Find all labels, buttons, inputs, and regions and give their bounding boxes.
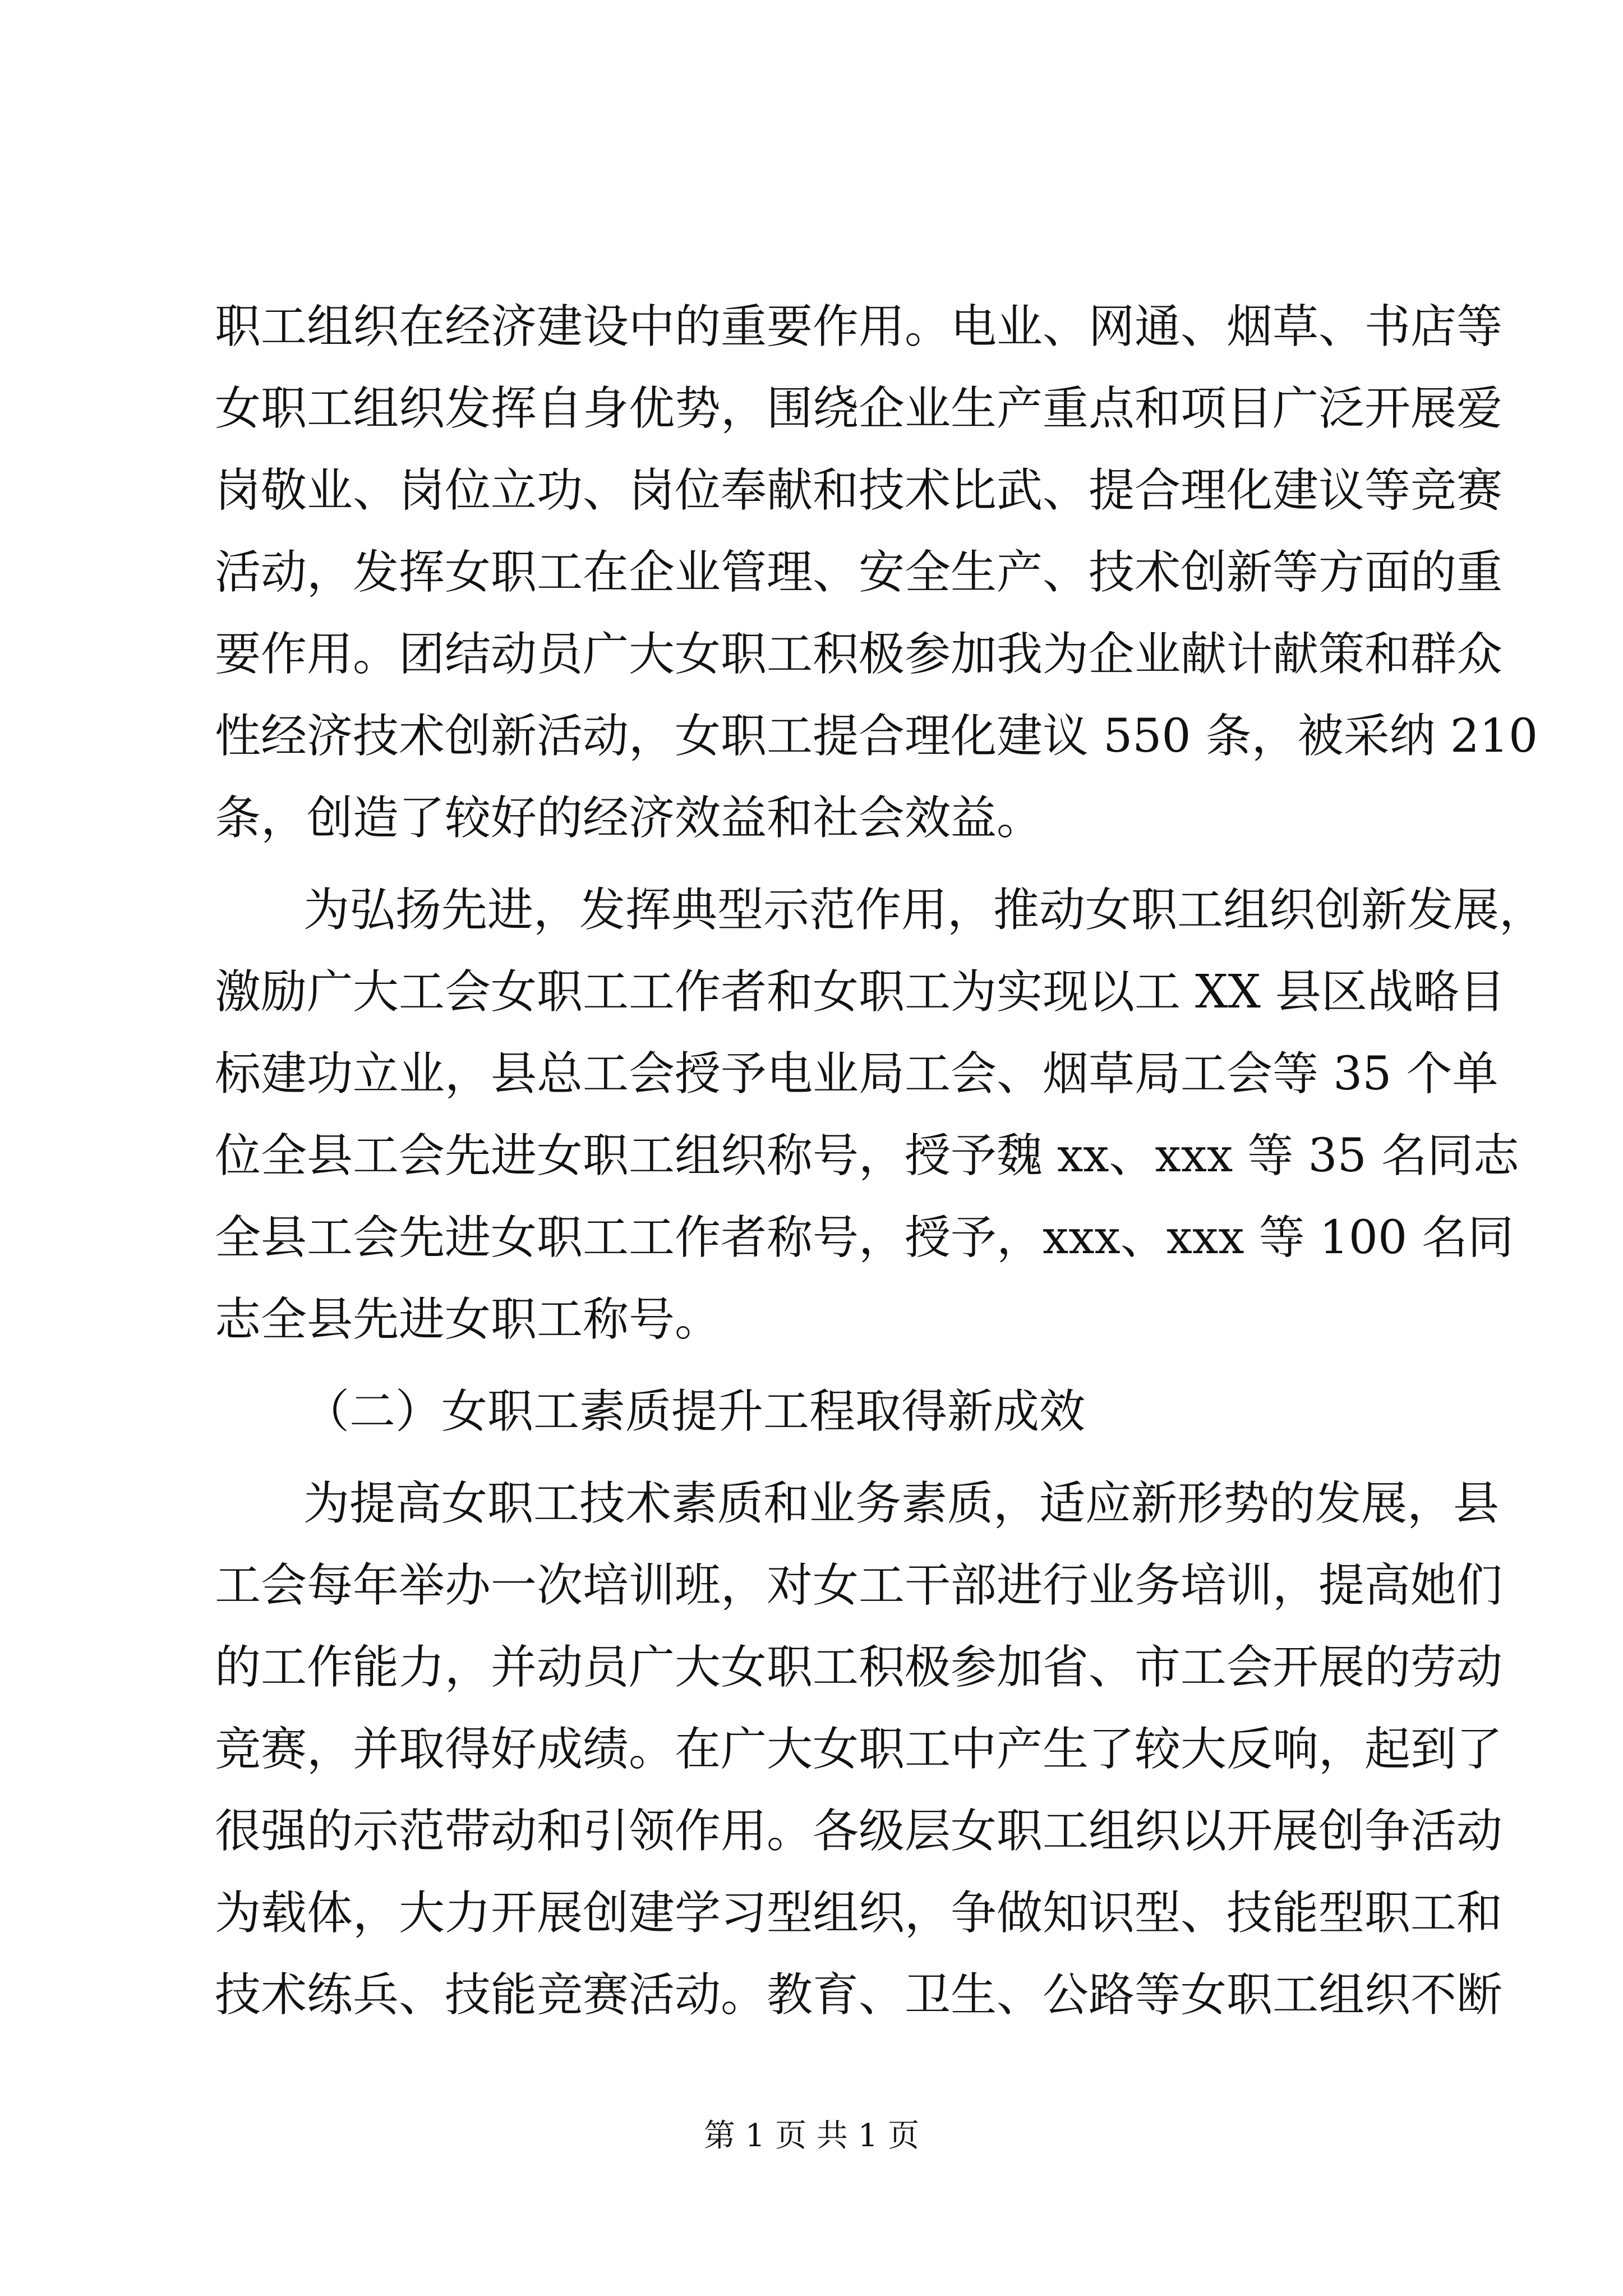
text-line: 为弘扬先进，发挥典型示范作用，推动女职工组织创新发展， [303, 884, 1546, 937]
text-line: 工会每年举办一次培训班，对女工干部进行业务培训，提高她们 [215, 1559, 1503, 1612]
text-line: 为提高女职工技术素质和业务素质，适应新形势的发展，县 [303, 1477, 1500, 1530]
text-line: 职工组织在经济建设中的重要作用。电业、网通、烟草、书店等 [215, 300, 1503, 353]
text-line: 活动，发挥女职工在企业管理、安全生产、技术创新等方面的重 [215, 546, 1503, 599]
text-line: 激励广大工会女职工工作者和女职工为实现以工 XX 县区战略目 [215, 965, 1505, 1019]
text-line: 女职工组织发挥自身优势，围绕企业生产重点和项目广泛开展爱 [215, 382, 1503, 435]
text-line: 标建功立业，县总工会授予电业局工会、烟草局工会等 35 个单 [215, 1047, 1498, 1101]
text-line: 很强的示范带动和引领作用。各级层女职工组织以开展创争活动 [215, 1805, 1503, 1858]
paragraph [215, 286, 1538, 859]
text-line: 要作用。团结动员广大女职工积极参加我为企业献计献策和群众 [215, 628, 1503, 681]
text-line: 条，创造了较好的经济效益和社会效益。 [215, 792, 1043, 845]
text-line: 为载体，大力开展创建学习型组织，争做知识型、技能型职工和 [215, 1887, 1503, 1940]
text-line: 位全县工会先进女职工组织称号，授予魏 xx、xxx 等 35 名同志 [215, 1129, 1519, 1182]
text-line: 全县工会先进女职工工作者称号，授予，xxx、xxx 等 100 名同 [215, 1211, 1514, 1264]
text-line: 志全县先进女职工称号。 [215, 1293, 721, 1346]
document-body [215, 286, 1546, 2036]
text-line: 性经济技术创新活动，女职工提合理化建议 550 条，被采纳 210 [215, 710, 1538, 763]
text-line: 竞赛，并取得好成绩。在广大女职工中产生了较大反响，起到了 [215, 1723, 1503, 1776]
paragraph [215, 869, 1546, 1361]
page-footer: 第 1 页 共 1 页 [703, 2118, 920, 2154]
paragraph [215, 1463, 1503, 2036]
text-line: 的工作能力，并动员广大女职工积极参加省、市工会开展的劳动 [215, 1641, 1503, 1694]
text-line: 岗敬业、岗位立功、岗位奉献和技术比武、提合理化建议等竞赛 [215, 464, 1503, 517]
section-heading [215, 1371, 1409, 1453]
text-line: 技术练兵、技能竞赛活动。教育、卫生、公路等女职工组织不断 [215, 1968, 1503, 2022]
heading-text: （二）女职工素质提升工程取得新成效 [303, 1385, 1086, 1438]
